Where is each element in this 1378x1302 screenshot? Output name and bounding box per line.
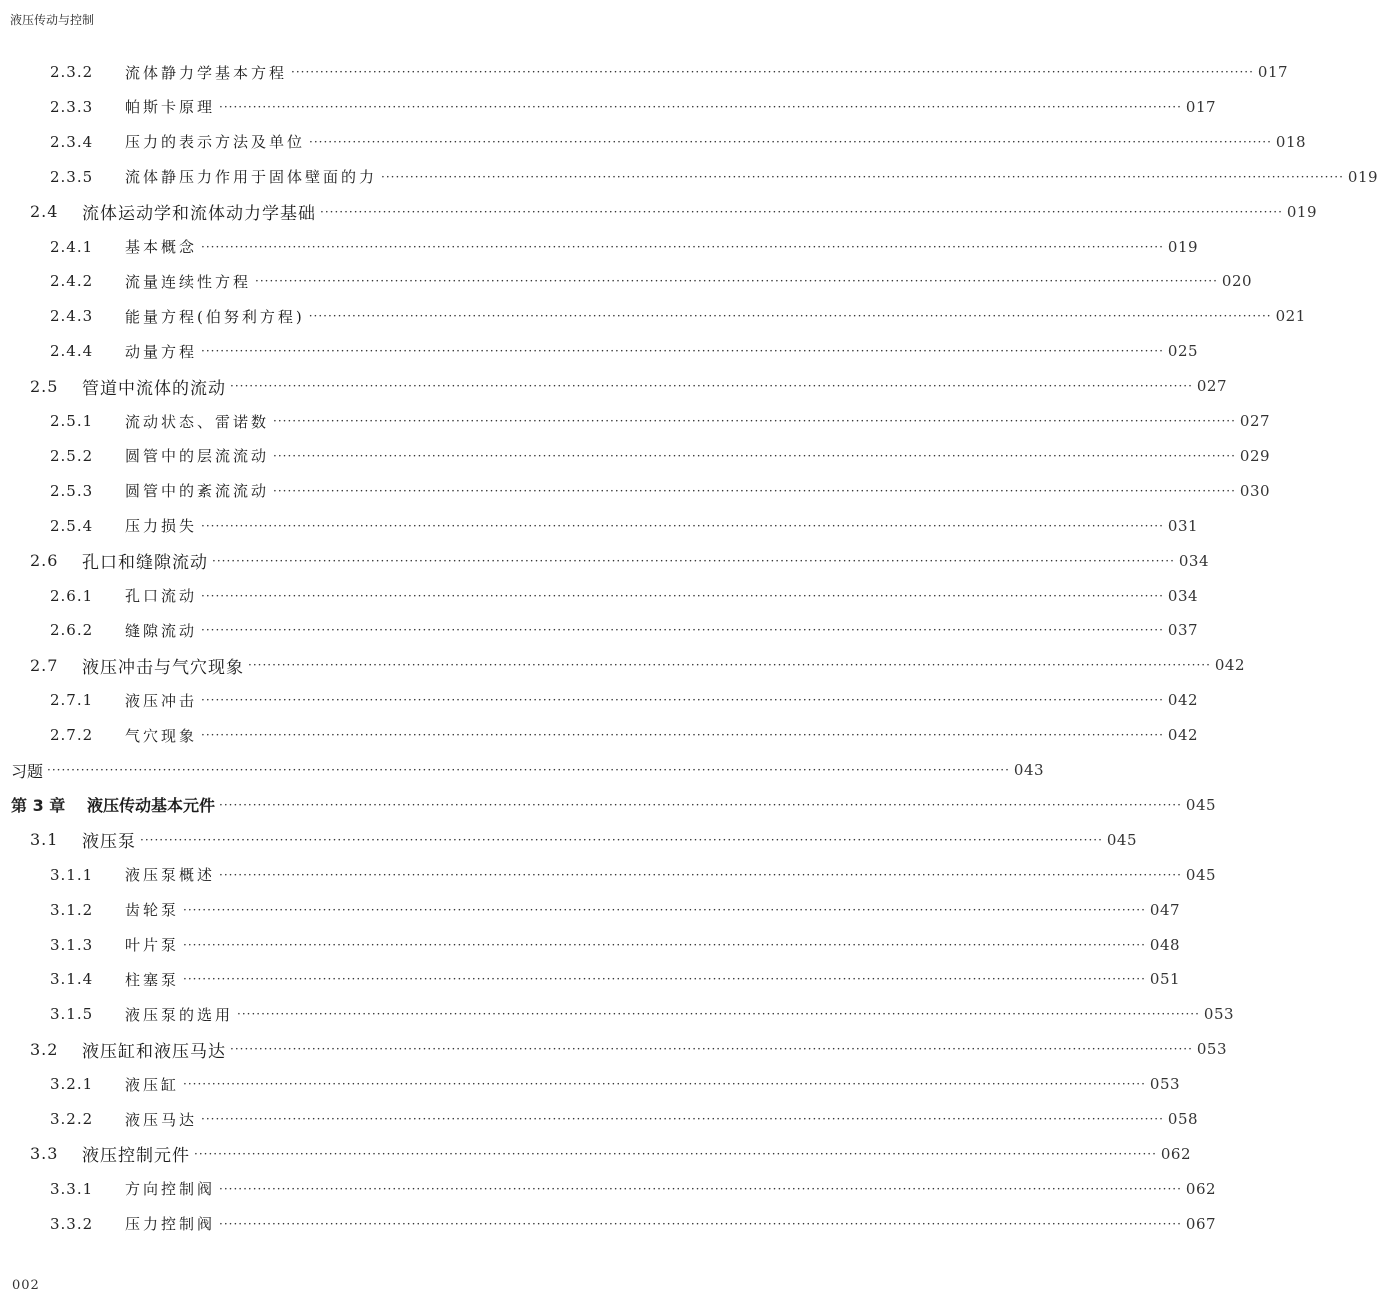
dot-leader: ········································································································································································································ bbox=[183, 1077, 1146, 1092]
toc-entry-number: 2.4.1 bbox=[50, 237, 94, 256]
toc-entry[interactable] bbox=[0, 509, 1199, 543]
toc-entry-title: 孔口流动 bbox=[125, 587, 198, 605]
toc-entry[interactable] bbox=[0, 1067, 1181, 1101]
dot-leader: ········································································································································································································ bbox=[219, 1181, 1182, 1196]
dot-leader: ········································································································································································································ bbox=[219, 1216, 1182, 1231]
toc-entry[interactable] bbox=[0, 753, 1045, 787]
toc-entry-page: 043 bbox=[1013, 761, 1045, 779]
toc-entry-page: 019 bbox=[1167, 237, 1199, 256]
toc-entry-title: 习题 bbox=[11, 761, 44, 781]
toc-entry-title: 动量方程 bbox=[125, 342, 198, 361]
toc-entry-number: 3.3.1 bbox=[50, 1179, 94, 1198]
toc-entry-page: 042 bbox=[1214, 656, 1246, 675]
toc-entry-number: 2.5.3 bbox=[50, 481, 94, 500]
toc-entry-title: 液压泵的选用 bbox=[125, 1005, 234, 1024]
toc-entry-number: 2.5.2 bbox=[50, 446, 94, 465]
toc-entry-page: 027 bbox=[1196, 377, 1228, 396]
toc-entry-number: 2.5.1 bbox=[50, 412, 94, 430]
toc-entry[interactable] bbox=[0, 648, 1246, 682]
toc-entry[interactable] bbox=[0, 334, 1199, 368]
toc-entry-title: 流体静压力作用于固体壁面的力 bbox=[125, 168, 378, 187]
dot-leader: ········································································································································································································ bbox=[183, 902, 1146, 917]
dot-leader: ········································································································································································································ bbox=[237, 1007, 1200, 1022]
toc-entry-page: 053 bbox=[1196, 1040, 1228, 1059]
dot-leader: ········································································································································································································ bbox=[381, 169, 1344, 184]
dot-leader: ········································································································································································································ bbox=[201, 239, 1164, 254]
toc-entry-number: 2.4.2 bbox=[50, 272, 94, 291]
toc-entry-page: 017 bbox=[1257, 63, 1289, 81]
dot-leader: ········································································································································································································ bbox=[183, 937, 1146, 952]
toc-entry-number: 2.4 bbox=[30, 202, 59, 222]
toc-entry-title: 压力损失 bbox=[125, 517, 198, 536]
toc-entry-number: 2.7 bbox=[30, 655, 59, 675]
toc-entry-page: 062 bbox=[1185, 1179, 1217, 1198]
dot-leader: ········································································································································································································ bbox=[291, 65, 1254, 79]
dot-leader: ········································································································································································································ bbox=[201, 344, 1164, 359]
toc-entry-page: 062 bbox=[1160, 1144, 1192, 1163]
toc-entry[interactable] bbox=[0, 788, 1217, 822]
toc-entry-number: 2.3.4 bbox=[50, 132, 94, 151]
toc-entry[interactable] bbox=[0, 1207, 1217, 1241]
toc-entry-number: 3.2.2 bbox=[50, 1110, 94, 1128]
toc-entry-number: 3.1.4 bbox=[50, 970, 94, 989]
toc-entry-page: 034 bbox=[1167, 586, 1199, 605]
toc-entry-page: 042 bbox=[1167, 726, 1199, 745]
toc-entry-number: 2.6.1 bbox=[50, 586, 94, 605]
toc-entry-number: 2.7.2 bbox=[50, 726, 94, 745]
dot-leader: ········································································································································································································ bbox=[201, 693, 1164, 708]
toc-entry-title: 液压冲击与气穴现象 bbox=[82, 657, 244, 678]
toc-entry-page: 021 bbox=[1275, 307, 1306, 326]
dot-leader: ········································································································································································································ bbox=[273, 448, 1236, 463]
toc-entry-number: 2.3.3 bbox=[50, 97, 94, 116]
toc-entry[interactable] bbox=[0, 613, 1199, 647]
dot-leader: ········································································································································································································ bbox=[248, 658, 1211, 673]
toc-entry-page: 047 bbox=[1149, 900, 1181, 919]
toc-entry-page: 045 bbox=[1185, 865, 1217, 884]
dot-leader: ········································································································································································································ bbox=[201, 623, 1164, 638]
toc-entry-title: 方向控制阀 bbox=[125, 1180, 216, 1199]
toc-entry-title: 柱塞泵 bbox=[125, 970, 180, 989]
dot-leader: ········································································································································································································ bbox=[183, 972, 1146, 987]
toc-entry[interactable] bbox=[0, 718, 1199, 752]
toc-entry-number: 3.1.2 bbox=[50, 900, 94, 919]
toc-entry-title: 管道中流体的流动 bbox=[82, 378, 226, 399]
toc-entry[interactable] bbox=[0, 962, 1181, 996]
toc-entry-number: 3.1.5 bbox=[50, 1005, 94, 1024]
toc-entry-title: 叶片泵 bbox=[125, 936, 180, 954]
toc-entry-page: 019 bbox=[1286, 202, 1318, 221]
dot-leader: ········································································································································································································ bbox=[230, 379, 1193, 394]
toc-entry-number: 3.3.2 bbox=[50, 1214, 94, 1233]
toc-entry-number: 3.1.1 bbox=[50, 865, 94, 884]
dot-leader: ········································································································································································································ bbox=[255, 274, 1218, 289]
dot-leader: ········································································································································································································ bbox=[320, 204, 1283, 219]
toc-entry-number: 2.3.2 bbox=[50, 63, 94, 81]
dot-leader: ········································································································································································································ bbox=[308, 309, 1272, 324]
dot-leader: ········································································································································································································ bbox=[219, 797, 1182, 812]
toc-entry-page: 019 bbox=[1347, 167, 1378, 186]
toc-entry-number: 2.3.5 bbox=[50, 167, 94, 186]
dot-leader: ········································································································································································································ bbox=[140, 832, 1103, 847]
toc-entry-title: 液压传动基本元件 bbox=[87, 796, 216, 816]
toc-entry-page: 048 bbox=[1149, 935, 1181, 954]
toc-entry[interactable] bbox=[0, 195, 1318, 229]
toc-entry-number: 2.5.4 bbox=[50, 516, 94, 535]
toc-entry-title: 液压缸 bbox=[125, 1075, 180, 1094]
toc-entry[interactable] bbox=[0, 299, 1306, 333]
toc-entry-page: 053 bbox=[1149, 1075, 1181, 1094]
toc-entry-page: 017 bbox=[1185, 97, 1217, 116]
toc-entry-number: 3.1.3 bbox=[50, 935, 94, 954]
toc-entry[interactable] bbox=[0, 893, 1181, 927]
toc-entry-title: 能量方程(伯努利方程) bbox=[125, 307, 305, 326]
toc-entry-title: 气穴现象 bbox=[125, 726, 198, 745]
toc-entry-title: 液压泵 bbox=[82, 832, 136, 853]
dot-leader: ········································································································································································································ bbox=[273, 483, 1236, 498]
toc-entry-page: 042 bbox=[1167, 691, 1199, 710]
dot-leader: ········································································································································································································ bbox=[47, 763, 1010, 777]
dot-leader: ········································································································································································································ bbox=[309, 134, 1272, 149]
toc-entry-page: 045 bbox=[1106, 830, 1138, 849]
toc-entry-title: 液压控制元件 bbox=[82, 1146, 190, 1167]
dot-leader: ········································································································································································································ bbox=[201, 518, 1164, 533]
toc-entry-page: 058 bbox=[1167, 1110, 1199, 1128]
toc-entry[interactable] bbox=[0, 823, 1138, 857]
toc-entry-title: 液压缸和液压马达 bbox=[82, 1041, 226, 1062]
toc-entry-title: 缝隙流动 bbox=[125, 621, 198, 640]
dot-leader: ········································································································································································································ bbox=[273, 414, 1236, 428]
toc-entry[interactable] bbox=[0, 369, 1228, 403]
toc-entry[interactable] bbox=[0, 55, 1289, 89]
toc-entry-title: 压力控制阀 bbox=[125, 1215, 216, 1234]
toc-entry-page: 020 bbox=[1221, 272, 1253, 291]
dot-leader: ········································································································································································································ bbox=[230, 1042, 1193, 1057]
toc-entry-number: 2.5 bbox=[30, 376, 59, 396]
toc-entry-number: 3.1 bbox=[30, 830, 59, 850]
toc-entry-title: 液压泵概述 bbox=[125, 866, 216, 885]
toc-entry[interactable] bbox=[0, 404, 1271, 438]
toc-entry-title: 帕斯卡原理 bbox=[125, 98, 216, 117]
dot-leader: ········································································································································································································ bbox=[219, 867, 1182, 882]
dot-leader: ········································································································································································································ bbox=[201, 588, 1164, 603]
toc-entry-title: 齿轮泵 bbox=[125, 901, 180, 920]
toc-entry-page: 025 bbox=[1167, 342, 1199, 361]
toc-entry[interactable] bbox=[0, 1172, 1217, 1206]
toc-entry[interactable] bbox=[0, 125, 1307, 159]
toc-entry-number: 3.2.1 bbox=[50, 1075, 94, 1094]
dot-leader: ········································································································································································································ bbox=[201, 1112, 1164, 1126]
dot-leader: ········································································································································································································ bbox=[194, 1146, 1157, 1161]
dot-leader: ········································································································································································································ bbox=[212, 553, 1175, 568]
toc-entry-number: 第 3 章 bbox=[11, 796, 66, 816]
toc-entry-page: 067 bbox=[1185, 1214, 1217, 1233]
toc-entry-page: 029 bbox=[1239, 446, 1271, 465]
toc-entry-title: 流体静力学基本方程 bbox=[125, 63, 288, 82]
toc-entry[interactable] bbox=[0, 474, 1271, 508]
toc-entry[interactable] bbox=[0, 1102, 1199, 1136]
toc-entry-title: 孔口和缝隙流动 bbox=[82, 553, 208, 574]
toc-entry[interactable] bbox=[0, 230, 1199, 264]
toc-entry[interactable] bbox=[0, 544, 1210, 578]
toc-entry[interactable] bbox=[0, 90, 1217, 124]
toc-entry[interactable] bbox=[0, 439, 1271, 473]
toc-entry-page: 030 bbox=[1239, 481, 1271, 500]
toc-entry[interactable] bbox=[0, 858, 1217, 892]
toc-entry-number: 3.2 bbox=[30, 1039, 59, 1059]
toc-entry[interactable] bbox=[0, 579, 1199, 613]
running-head: 液压传动与控制 bbox=[10, 13, 95, 27]
toc-entry-title: 液压马达 bbox=[125, 1110, 198, 1129]
toc-entry-page: 037 bbox=[1167, 621, 1199, 640]
toc-entry-page: 018 bbox=[1275, 132, 1307, 151]
toc-entry[interactable] bbox=[0, 1032, 1228, 1066]
toc-entry-title: 流量连续性方程 bbox=[125, 272, 252, 291]
toc-entry-title: 流动状态、雷诺数 bbox=[125, 412, 270, 431]
toc-entry-page: 034 bbox=[1178, 551, 1210, 570]
toc-entry-page: 051 bbox=[1149, 970, 1181, 989]
toc-entry-page: 031 bbox=[1167, 516, 1199, 535]
toc-entry-number: 2.4.3 bbox=[50, 307, 94, 326]
toc-entry-title: 基本概念 bbox=[125, 238, 198, 256]
toc-entry[interactable] bbox=[0, 997, 1235, 1031]
toc-entry-number: 2.7.1 bbox=[50, 691, 94, 710]
toc-entry-number: 3.3 bbox=[30, 1144, 59, 1164]
toc-entry-number: 2.4.4 bbox=[50, 342, 94, 361]
toc-entry-title: 液压冲击 bbox=[125, 691, 198, 710]
toc-entry-title: 流体运动学和流体动力学基础 bbox=[82, 204, 316, 225]
toc-entry-page: 045 bbox=[1185, 795, 1217, 814]
toc-entry[interactable] bbox=[0, 160, 1378, 194]
dot-leader: ········································································································································································································ bbox=[219, 99, 1182, 114]
toc-entry-page: 053 bbox=[1203, 1005, 1235, 1024]
toc-entry-title: 圆管中的层流流动 bbox=[125, 447, 270, 466]
page-number: 002 bbox=[12, 1278, 40, 1293]
toc-entry-title: 圆管中的紊流流动 bbox=[125, 482, 270, 501]
toc-entry[interactable] bbox=[0, 1137, 1192, 1171]
toc-entry-title: 压力的表示方法及单位 bbox=[125, 133, 306, 152]
toc-entry-number: 2.6.2 bbox=[50, 621, 94, 640]
toc-entry[interactable] bbox=[0, 683, 1199, 717]
toc-entry[interactable] bbox=[0, 264, 1253, 298]
toc-entry-page: 027 bbox=[1239, 412, 1271, 430]
toc-entry-number: 2.6 bbox=[30, 551, 59, 571]
toc-entry[interactable] bbox=[0, 928, 1181, 962]
dot-leader: ········································································································································································································ bbox=[201, 728, 1164, 743]
